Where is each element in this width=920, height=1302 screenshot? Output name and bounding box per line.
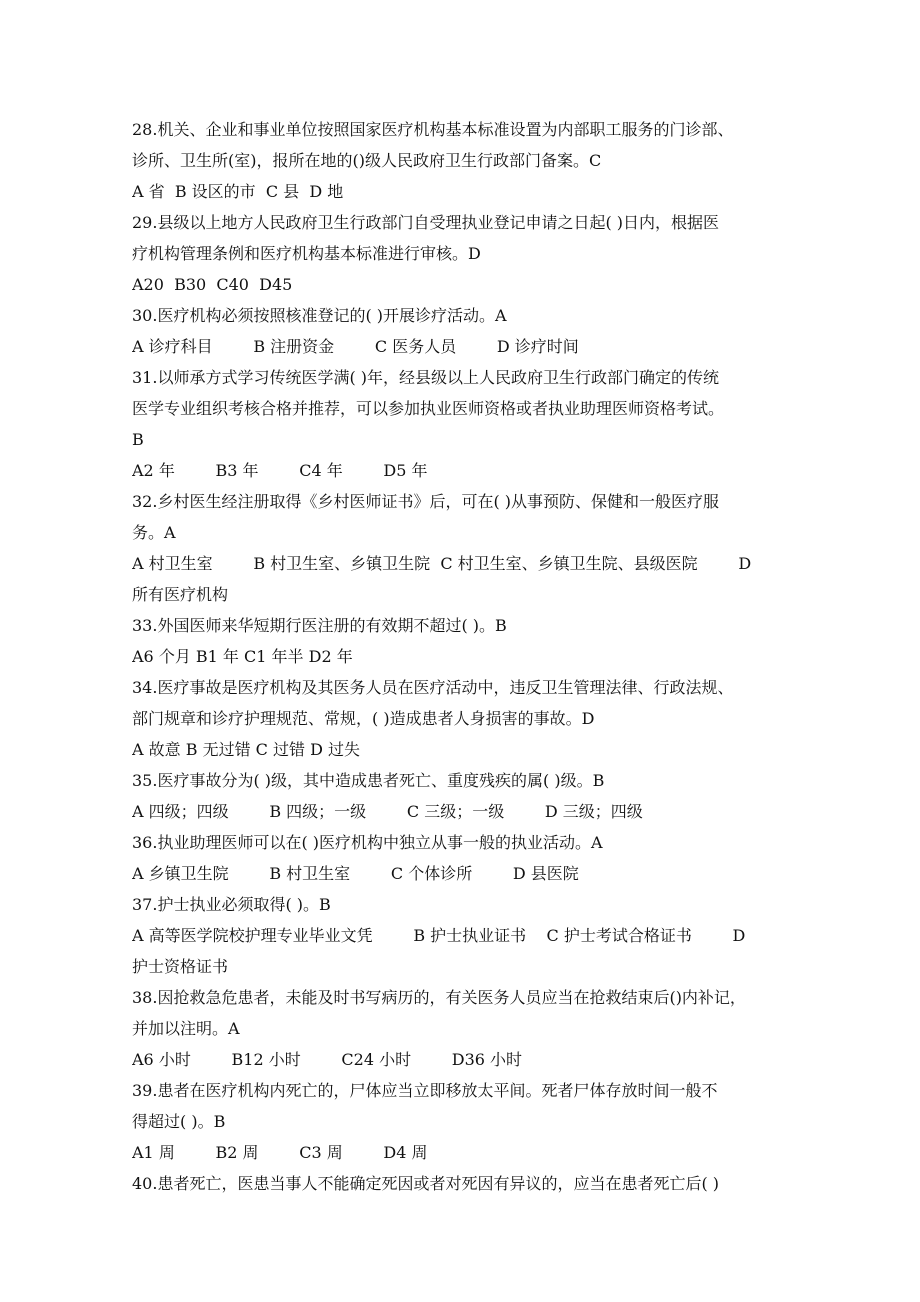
text-line: 39.患者在医疗机构内死亡的，尸体应当立即移放太平间。死者尸体存放时间一般不	[132, 1081, 718, 1100]
document-page	[132, 114, 814, 1199]
text-line: A1 周 B2 周 C3 周 D4 周	[132, 1143, 428, 1162]
text-line: A 四级；四级 B 四级；一级 C 三级；一级 D 三级；四级	[132, 802, 643, 821]
text-line: 诊所、卫生所(室)，报所在地的()级人民政府卫生行政部门备案。C	[132, 151, 602, 170]
text-line: 31.以师承方式学习传统医学满( )年，经县级以上人民政府卫生行政部门确定的传统	[132, 368, 720, 387]
text-line: 38.因抢救急危患者，未能及时书写病历的，有关医务人员应当在抢救结束后()内补记，	[132, 988, 746, 1007]
text-line: 28.机关、企业和事业单位按照国家医疗机构基本标准设置为内部职工服务的门诊部、	[132, 120, 734, 139]
text-line: A6 个月 B1 年 C1 年半 D2 年	[132, 647, 353, 666]
text-line: 40.患者死亡，医患当事人不能确定死因或者对死因有异议的，应当在患者死亡后( )	[132, 1174, 720, 1193]
text-line: 得超过( )。B	[132, 1112, 226, 1131]
text-line: 29.县级以上地方人民政府卫生行政部门自受理执业登记申请之日起( )日内，根据医	[132, 213, 720, 232]
text-line: A 省 B 设区的市 C 县 D 地	[132, 182, 344, 201]
text-line: A6 小时 B12 小时 C24 小时 D36 小时	[132, 1050, 523, 1069]
text-line: 所有医疗机构	[132, 585, 229, 604]
text-line: A 高等医学院校护理专业毕业文凭 B 护士执业证书 C 护士考试合格证书 D	[132, 926, 746, 945]
text-line: A 故意 B 无过错 C 过错 D 过失	[132, 740, 360, 759]
text-line: 37.护士执业必须取得( )。B	[132, 895, 331, 914]
text-line: 36.执业助理医师可以在( )医疗机构中独立从事一般的执业活动。A	[132, 833, 603, 852]
text-line: 35.医疗事故分为( )级，其中造成患者死亡、重度残疾的属( )级。B	[132, 771, 605, 790]
text-line: A 诊疗科目 B 注册资金 C 医务人员 D 诊疗时间	[132, 337, 579, 356]
text-line: 部门规章和诊疗护理规范、常规，( )造成患者人身损害的事故。D	[132, 709, 595, 728]
text-line: A20 B30 C40 D45	[132, 275, 293, 294]
text-line: 30.医疗机构必须按照核准登记的( )开展诊疗活动。A	[132, 306, 507, 325]
text-line: 并加以注明。A	[132, 1019, 240, 1038]
text-line: 务。A	[132, 523, 176, 542]
text-line: 护士资格证书	[132, 957, 229, 976]
text-line: 医学专业组织考核合格并推荐，可以参加执业医师资格或者执业助理医师资格考试。	[132, 399, 725, 418]
text-line: 34.医疗事故是医疗机构及其医务人员在医疗活动中，违反卫生管理法律、行政法规、	[132, 678, 734, 697]
text-line: 32.乡村医生经注册取得《乡村医师证书》后，可在( )从事预防、保健和一般医疗服	[132, 492, 720, 511]
text-line: A 乡镇卫生院 B 村卫生室 C 个体诊所 D 县医院	[132, 864, 579, 883]
text-line: A2 年 B3 年 C4 年 D5 年	[132, 461, 428, 480]
text-line: 33.外国医师来华短期行医注册的有效期不超过( )。B	[132, 616, 507, 635]
text-line: 疗机构管理条例和医疗机构基本标准进行审核。D	[132, 244, 481, 263]
text-line: B	[132, 430, 144, 449]
text-line: A 村卫生室 B 村卫生室、乡镇卫生院 C 村卫生室、乡镇卫生院、县级医院 D	[132, 554, 752, 573]
